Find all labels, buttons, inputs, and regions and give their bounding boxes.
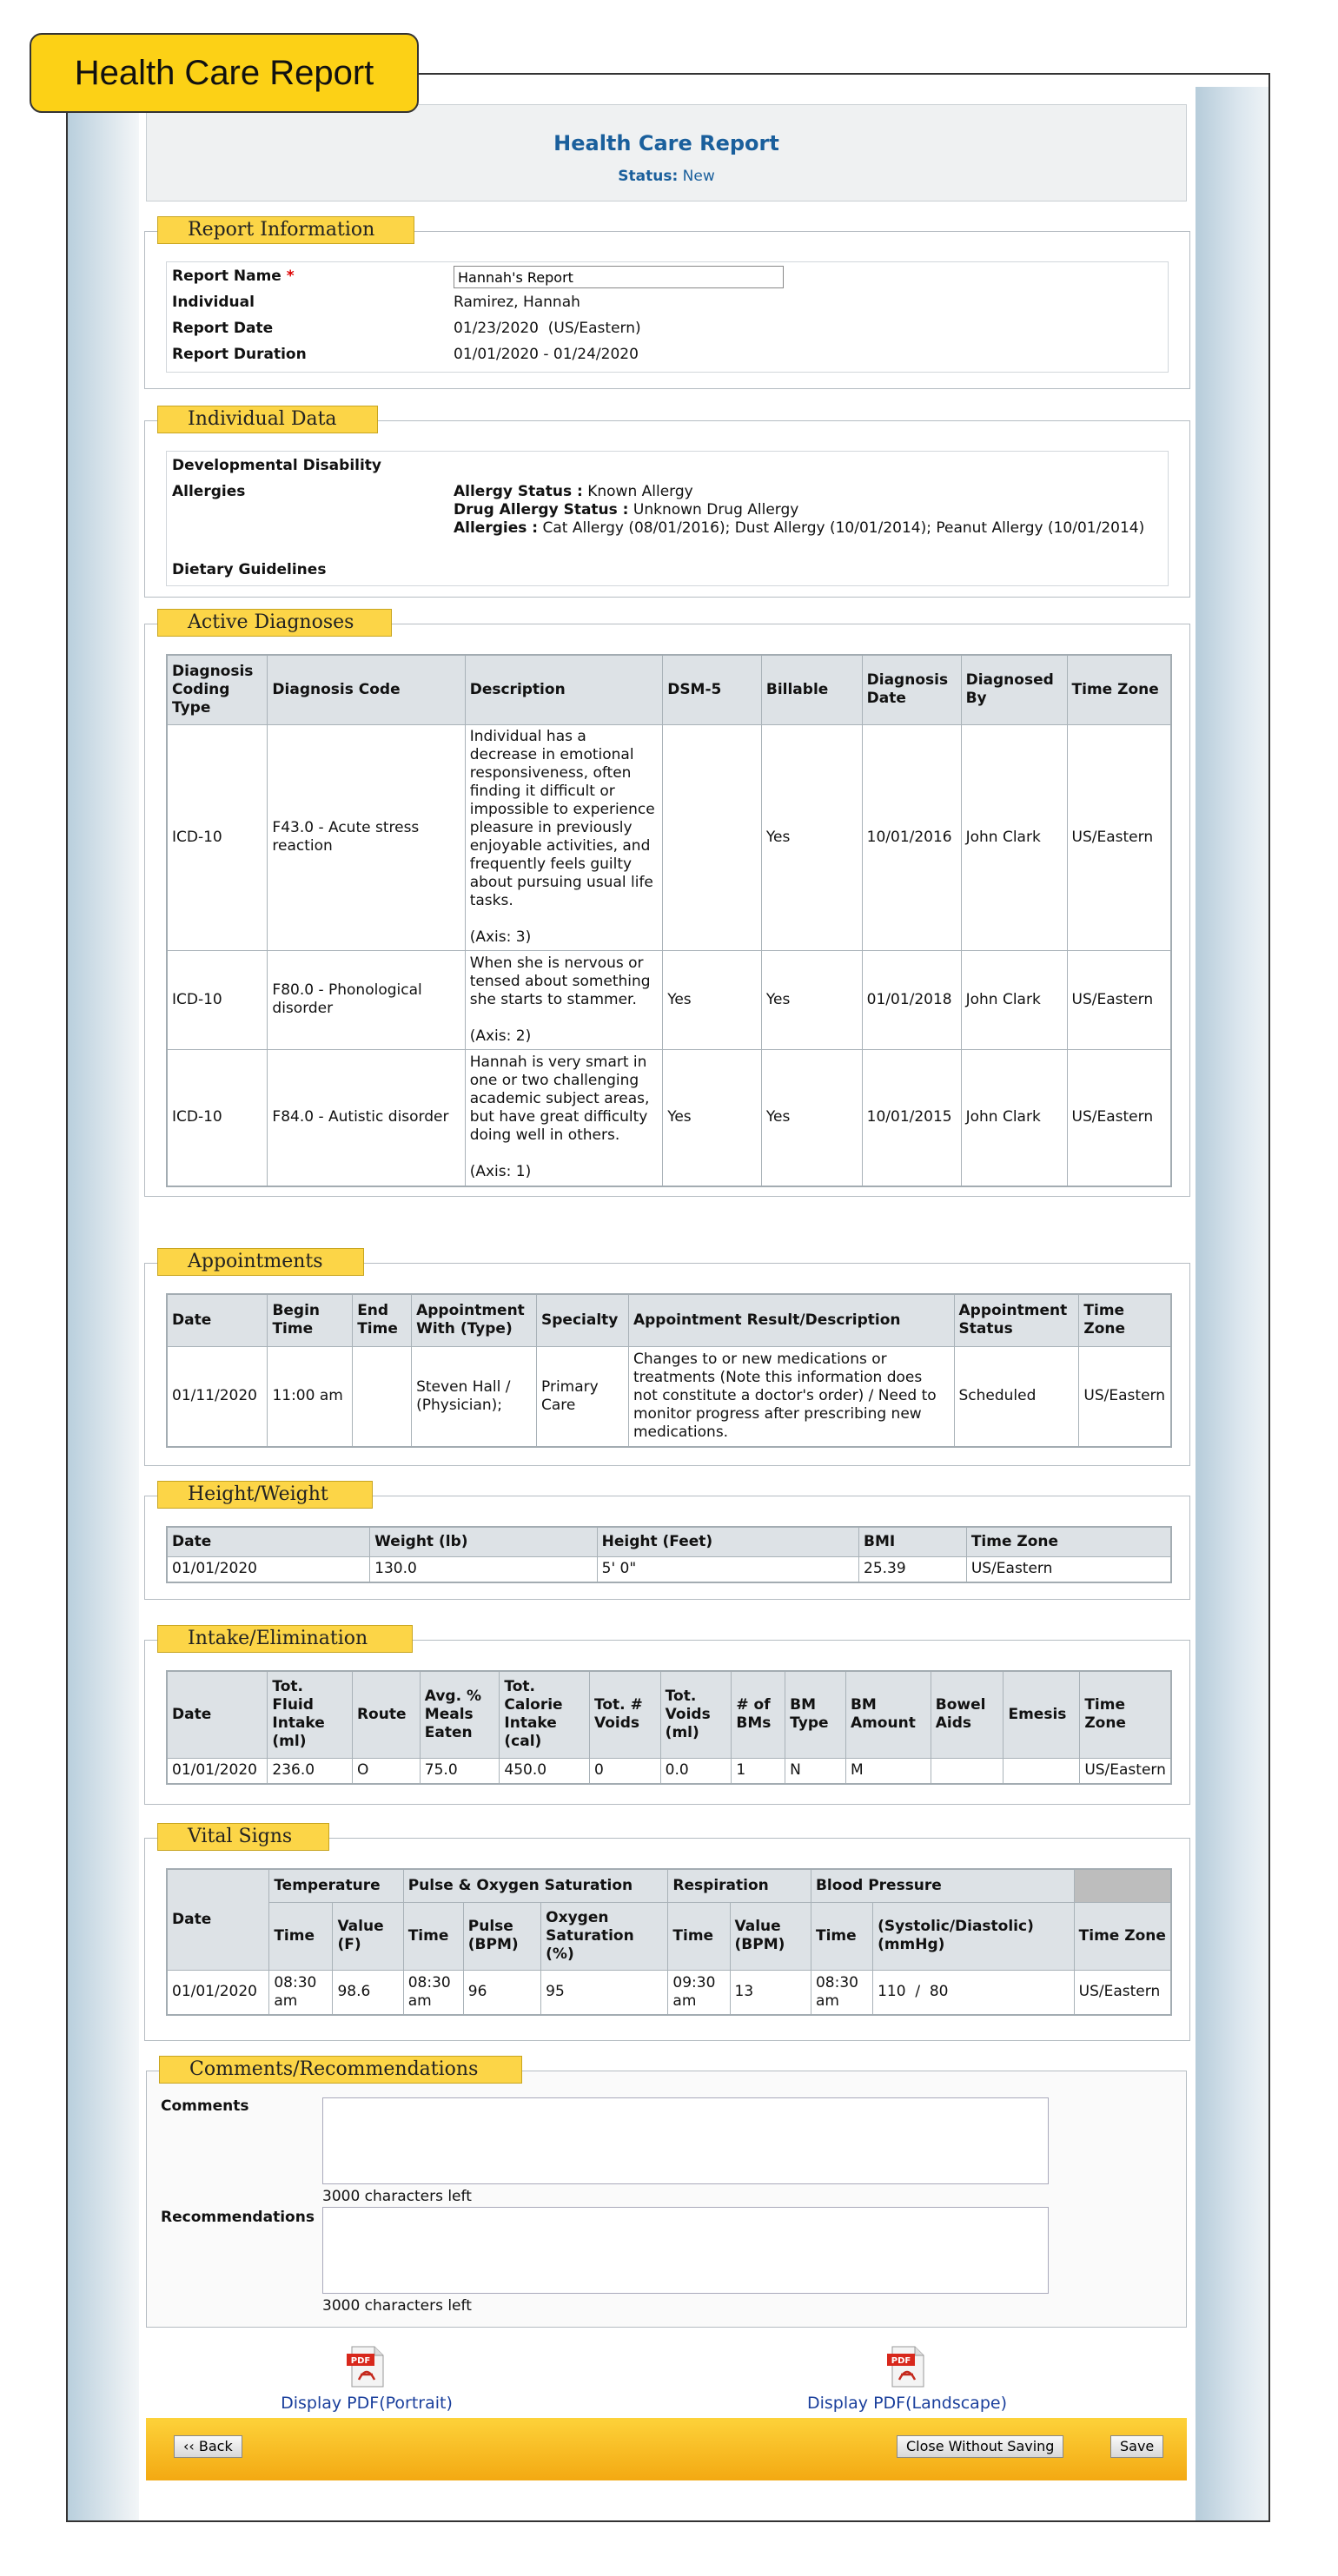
individual-data-section	[144, 408, 1190, 598]
height-weight-section	[144, 1483, 1190, 1600]
allergy-status-value: Known Allergy	[587, 483, 693, 500]
main-content	[141, 75, 1194, 2520]
recommendations-label: Recommendations	[161, 2209, 315, 2226]
appointments-table	[166, 1293, 1172, 1448]
table-cell	[353, 1346, 412, 1447]
column-header: Tot. # Voids	[589, 1671, 660, 1758]
table-cell: Changes to or new medications or treatments (Note this information does not constitute a doctor's order) / Need to monitor progress after prescribing new medications.	[628, 1346, 954, 1447]
table-cell	[931, 1758, 1004, 1784]
description-cell	[465, 950, 662, 1049]
table-cell: 1	[732, 1758, 785, 1784]
developmental-disability-label: Developmental Disability	[172, 457, 382, 474]
report-header	[146, 104, 1187, 201]
dietary-guidelines-label: Dietary Guidelines	[172, 561, 327, 578]
pdf-landscape-text: Display PDF(Landscape)	[807, 2394, 1007, 2413]
recommendations-chars-left: 3000 characters left	[322, 2297, 472, 2315]
table-row	[167, 1970, 1171, 2015]
column-header: (Systolic/Diastolic) (mmHg)	[873, 1902, 1075, 1970]
table-row	[167, 1346, 1171, 1447]
table-cell: 98.6	[333, 1970, 403, 2015]
column-header: Specialty	[537, 1294, 629, 1346]
drug-allergy-label: Drug Allergy Status :	[454, 501, 629, 519]
intake-header-row	[167, 1671, 1171, 1758]
column-header: Avg. % Meals Eaten	[420, 1671, 500, 1758]
status-label: Status:	[618, 168, 679, 185]
column-header: BM Type	[785, 1671, 846, 1758]
table-cell: F84.0 - Autistic disorder	[268, 1049, 465, 1186]
save-button[interactable]: Save	[1110, 2435, 1163, 2458]
table-cell: US/Eastern	[1074, 1970, 1171, 2015]
column-header: Time Zone	[1080, 1671, 1171, 1758]
column-header: Pulse (BPM)	[463, 1902, 540, 1970]
column-header: Time Zone	[1067, 655, 1171, 724]
table-cell: Yes	[663, 1049, 762, 1186]
comments-section	[146, 2058, 1187, 2328]
column-header: Date	[167, 1671, 268, 1758]
table-cell	[1004, 1758, 1080, 1784]
table-cell: ICD-10	[167, 950, 268, 1049]
table-cell: 95	[541, 1970, 668, 2015]
table-cell: 96	[463, 1970, 540, 2015]
column-header: Time Zone	[966, 1527, 1171, 1556]
table-cell: Primary Care	[537, 1346, 629, 1447]
column-header: Appointment With (Type)	[412, 1294, 537, 1346]
vital-signs-section	[144, 1826, 1190, 2041]
table-cell: Yes	[761, 724, 862, 950]
column-header: Diagnosis Coding Type	[167, 655, 268, 724]
table-row	[167, 1049, 1171, 1186]
report-date-row	[167, 316, 1168, 342]
column-header: Diagnosis Code	[268, 655, 465, 724]
table-cell: N	[785, 1758, 846, 1784]
report-duration-row	[167, 342, 1168, 368]
report-date-value: 01/23/2020 (US/Eastern)	[454, 320, 641, 337]
table-cell: Yes	[761, 950, 862, 1049]
pdf-portrait-text: Display PDF(Portrait)	[281, 2394, 453, 2413]
pdf-landscape-link[interactable]	[803, 2345, 1011, 2413]
column-header: Time	[668, 1902, 730, 1970]
column-header: Appointment Result/Description	[628, 1294, 954, 1346]
individual-row	[167, 290, 1168, 316]
column-header: Date	[167, 1527, 370, 1556]
table-cell: 75.0	[420, 1758, 500, 1784]
height-weight-header-row	[167, 1527, 1171, 1556]
column-header: # of BMs	[732, 1671, 785, 1758]
table-cell: 0	[589, 1758, 660, 1784]
column-header: Bowel Aids	[931, 1671, 1004, 1758]
table-cell: 130.0	[370, 1556, 597, 1582]
column-header: Time	[269, 1902, 333, 1970]
column-header: End Time	[353, 1294, 412, 1346]
table-row	[167, 1758, 1171, 1784]
table-cell: US/Eastern	[1067, 724, 1171, 950]
section-legend: Intake/Elimination	[157, 1625, 413, 1653]
column-header: Tot. Voids (ml)	[660, 1671, 732, 1758]
column-header: Date	[167, 1869, 269, 1970]
appointments-section	[144, 1251, 1190, 1466]
table-cell: 01/01/2020	[167, 1758, 268, 1784]
required-mark: *	[286, 268, 295, 285]
column-header: Diagnosed By	[961, 655, 1067, 724]
table-cell: 01/01/2018	[862, 950, 961, 1049]
axis-text: (Axis: 1)	[469, 1163, 532, 1181]
report-info-box	[166, 261, 1169, 373]
status-value: New	[682, 168, 715, 185]
footer-bar	[146, 2418, 1187, 2480]
individual-data-box	[166, 451, 1169, 586]
svg-text:PDF: PDF	[891, 2356, 911, 2366]
table-cell: 08:30 am	[403, 1970, 463, 2015]
report-title: Health Care Report	[553, 131, 779, 155]
table-cell: US/Eastern	[1067, 950, 1171, 1049]
individual-label: Individual	[172, 294, 255, 311]
allergies-list-value: Cat Allergy (08/01/2016); Dust Allergy (10/01/2014); Peanut Allergy (10/01/2014)	[542, 519, 1145, 537]
table-cell: O	[352, 1758, 420, 1784]
report-date-label: Report Date	[172, 320, 274, 337]
description-cell	[465, 724, 662, 950]
description-text: When she is nervous or tensed about something she starts to stammer.	[469, 954, 651, 1008]
table-cell: Yes	[663, 950, 762, 1049]
allergy-status-label: Allergy Status :	[454, 483, 583, 500]
table-cell: John Clark	[961, 724, 1067, 950]
report-name-input[interactable]	[454, 266, 784, 288]
pdf-icon	[885, 2345, 929, 2388]
group-header: Blood Pressure	[811, 1869, 1074, 1902]
column-header: Oxygen Saturation (%)	[541, 1902, 668, 1970]
column-header: BMI	[859, 1527, 967, 1556]
allergies-label: Allergies	[172, 483, 246, 500]
section-legend: Height/Weight	[157, 1481, 373, 1509]
table-row	[167, 724, 1171, 950]
table-cell: US/Eastern	[1067, 1049, 1171, 1186]
table-cell: 5' 0"	[597, 1556, 858, 1582]
table-cell: ICD-10	[167, 724, 268, 950]
table-cell: Scheduled	[954, 1346, 1079, 1447]
page-title: Health Care Report	[30, 33, 419, 113]
table-cell: 01/11/2020	[167, 1346, 268, 1447]
column-header: Value (F)	[333, 1902, 403, 1970]
column-header: Begin Time	[268, 1294, 353, 1346]
vitals-group-header-row	[167, 1869, 1171, 1902]
table-cell: F80.0 - Phonological disorder	[268, 950, 465, 1049]
column-header: Value (BPM)	[730, 1902, 811, 1970]
description-text: Individual has a decrease in emotional responsiveness, often finding it difficult or impossible to experience pleasure in previously enjoyable activities, and frequently feels guilty about pursuing usual life tasks.	[469, 728, 655, 909]
column-header: DSM-5	[663, 655, 762, 724]
comments-textarea[interactable]	[322, 2097, 1049, 2184]
vitals-sub-header-row	[167, 1902, 1171, 1970]
allergies-detail	[454, 483, 1156, 538]
column-header: Route	[352, 1671, 420, 1758]
table-row	[167, 1556, 1171, 1582]
status-line	[147, 168, 1186, 185]
column-header: Weight (lb)	[370, 1527, 597, 1556]
table-cell: 0.0	[660, 1758, 732, 1784]
description-text: Hannah is very smart in one or two challenging academic subject areas, but have great difficulty doing well in others.	[469, 1054, 650, 1145]
pdf-portrait-link[interactable]	[262, 2345, 471, 2413]
table-cell: M	[845, 1758, 931, 1784]
column-header: Tot. Calorie Intake (cal)	[500, 1671, 590, 1758]
diagnoses-table	[166, 654, 1172, 1187]
active-diagnoses-section	[144, 611, 1190, 1197]
report-duration-value: 01/01/2020 - 01/24/2020	[454, 346, 639, 363]
group-header: Respiration	[668, 1869, 811, 1902]
table-cell: Steven Hall / (Physician);	[412, 1346, 537, 1447]
comments-label: Comments	[161, 2097, 249, 2115]
table-row	[167, 950, 1171, 1049]
column-header: Appointment Status	[954, 1294, 1079, 1346]
table-cell: ICD-10	[167, 1049, 268, 1186]
table-cell: 110 / 80	[873, 1970, 1075, 2015]
column-header: Height (Feet)	[597, 1527, 858, 1556]
report-name-label: Report Name *	[172, 268, 295, 285]
individual-value: Ramirez, Hannah	[454, 294, 580, 311]
comments-chars-left: 3000 characters left	[322, 2188, 472, 2205]
table-cell: John Clark	[961, 950, 1067, 1049]
table-cell: 10/01/2015	[862, 1049, 961, 1186]
axis-text: (Axis: 2)	[469, 1027, 532, 1045]
column-header: Emesis	[1004, 1671, 1080, 1758]
section-legend: Active Diagnoses	[157, 609, 392, 637]
section-legend: Individual Data	[157, 406, 378, 433]
vital-signs-table	[166, 1868, 1172, 2016]
intake-table	[166, 1670, 1172, 1785]
pdf-icon	[345, 2345, 388, 2388]
recommendations-textarea[interactable]	[322, 2207, 1049, 2294]
column-header: Time	[403, 1902, 463, 1970]
height-weight-table	[166, 1526, 1172, 1583]
table-cell: US/Eastern	[966, 1556, 1171, 1582]
empty-header	[1074, 1869, 1171, 1902]
column-header: Diagnosis Date	[862, 655, 961, 724]
table-cell	[663, 724, 762, 950]
table-cell: John Clark	[961, 1049, 1067, 1186]
group-header: Pulse & Oxygen Saturation	[403, 1869, 668, 1902]
column-header: Time Zone	[1074, 1902, 1171, 1970]
group-header: Temperature	[269, 1869, 403, 1902]
table-cell: 236.0	[268, 1758, 353, 1784]
table-cell: US/Eastern	[1080, 1758, 1171, 1784]
back-button[interactable]: ‹‹ Back	[174, 2435, 242, 2458]
table-cell: 08:30 am	[811, 1970, 872, 2015]
table-cell: 450.0	[500, 1758, 590, 1784]
report-information-section	[144, 219, 1190, 389]
table-cell: Yes	[761, 1049, 862, 1186]
section-legend: Appointments	[157, 1248, 364, 1276]
diagnoses-header-row	[167, 655, 1171, 724]
table-cell: 11:00 am	[268, 1346, 353, 1447]
allergies-list-label: Allergies :	[454, 519, 539, 537]
table-cell: 25.39	[859, 1556, 967, 1582]
section-legend: Report Information	[157, 216, 414, 244]
table-cell: F43.0 - Acute stress reaction	[268, 724, 465, 950]
axis-text: (Axis: 3)	[469, 928, 532, 946]
report-duration-label: Report Duration	[172, 346, 307, 363]
table-cell: 08:30 am	[269, 1970, 333, 2015]
column-header: Billable	[761, 655, 862, 724]
column-header: Time	[811, 1902, 872, 1970]
report-name-row	[167, 264, 1168, 290]
description-cell	[465, 1049, 662, 1186]
table-cell: 01/01/2020	[167, 1556, 370, 1582]
table-cell: 09:30 am	[668, 1970, 730, 2015]
column-header: Tot. Fluid Intake (ml)	[268, 1671, 353, 1758]
column-header: BM Amount	[845, 1671, 931, 1758]
table-cell: 13	[730, 1970, 811, 2015]
table-cell: 01/01/2020	[167, 1970, 269, 2015]
column-header: Time Zone	[1079, 1294, 1171, 1346]
intake-elimination-section	[144, 1628, 1190, 1805]
close-without-saving-button[interactable]: Close Without Saving	[897, 2435, 1063, 2458]
appointments-header-row	[167, 1294, 1171, 1346]
left-gradient	[68, 75, 139, 2520]
table-cell: US/Eastern	[1079, 1346, 1171, 1447]
section-legend: Vital Signs	[157, 1823, 329, 1851]
right-gradient	[1196, 87, 1268, 2520]
section-legend: Comments/Recommendations	[159, 2056, 522, 2084]
column-header: Description	[465, 655, 662, 724]
table-cell: 10/01/2016	[862, 724, 961, 950]
drug-allergy-value: Unknown Drug Allergy	[633, 501, 799, 519]
svg-text:PDF: PDF	[350, 2356, 371, 2366]
column-header: Date	[167, 1294, 268, 1346]
